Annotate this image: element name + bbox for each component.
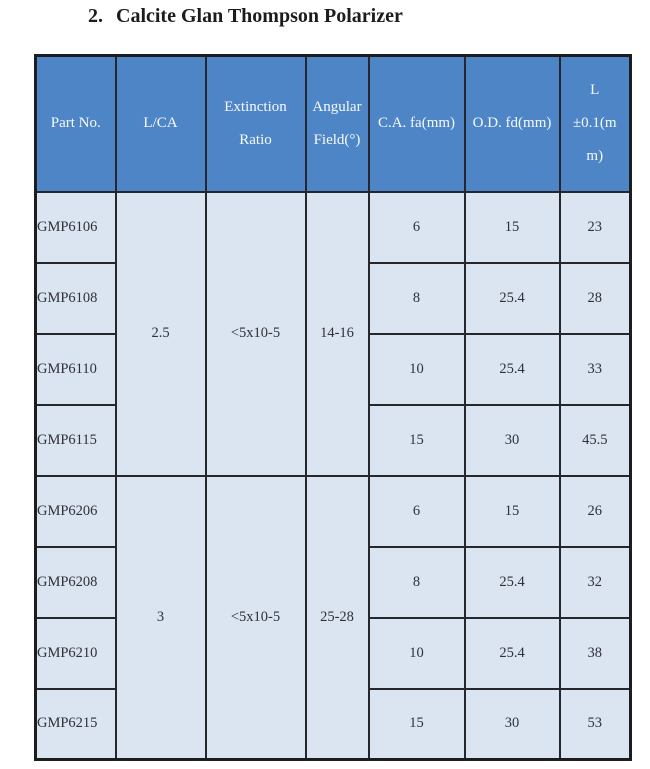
section-title-text: Calcite Glan Thompson Polarizer bbox=[116, 5, 403, 27]
cell-part-no: GMP6110 bbox=[36, 334, 116, 405]
column-header-length bbox=[560, 56, 631, 192]
header-label-line: Field(°) bbox=[313, 131, 361, 148]
cell-l-ca-group-2: 3 bbox=[116, 476, 206, 760]
cell-od-fd: 25.4 bbox=[465, 547, 560, 618]
cell-od-fd: 15 bbox=[465, 192, 560, 263]
cell-ca-fa: 6 bbox=[369, 476, 465, 547]
cell-part-no: GMP6208 bbox=[36, 547, 116, 618]
cell-ca-fa: 10 bbox=[369, 618, 465, 689]
cell-angular-field-group-1: 14-16 bbox=[306, 192, 369, 476]
cell-length: 45.5 bbox=[560, 405, 631, 476]
cell-ca-fa: 8 bbox=[369, 547, 465, 618]
cell-ca-fa: 15 bbox=[369, 689, 465, 760]
cell-part-no: GMP6206 bbox=[36, 476, 116, 547]
cell-length: 23 bbox=[560, 192, 631, 263]
polarizer-spec-table bbox=[34, 54, 632, 761]
cell-length: 33 bbox=[560, 334, 631, 405]
cell-l-ca-group-1: 2.5 bbox=[116, 192, 206, 476]
header-label-line: ±0.1(m bbox=[572, 115, 617, 132]
cell-part-no: GMP6115 bbox=[36, 405, 116, 476]
cell-length: 26 bbox=[560, 476, 631, 547]
table-header bbox=[36, 56, 631, 192]
cell-ca-fa: 8 bbox=[369, 263, 465, 334]
column-header-l-ca bbox=[116, 56, 206, 192]
table-row-gmp6206 bbox=[36, 476, 631, 547]
cell-length: 28 bbox=[560, 263, 631, 334]
header-row bbox=[36, 56, 631, 192]
cell-od-fd: 25.4 bbox=[465, 618, 560, 689]
cell-angular-field-group-2: 25-28 bbox=[306, 476, 369, 760]
cell-part-no: GMP6106 bbox=[36, 192, 116, 263]
cell-length: 38 bbox=[560, 618, 631, 689]
header-label: L/CA bbox=[143, 115, 178, 132]
header-label: Part No. bbox=[50, 115, 101, 132]
cell-length: 32 bbox=[560, 547, 631, 618]
cell-extinction-ratio-group-1: <5x10-5 bbox=[206, 192, 306, 476]
section-title bbox=[88, 5, 403, 28]
cell-part-no: GMP6215 bbox=[36, 689, 116, 760]
column-header-angular-field bbox=[306, 56, 369, 192]
cell-od-fd: 30 bbox=[465, 405, 560, 476]
cell-od-fd: 15 bbox=[465, 476, 560, 547]
cell-od-fd: 30 bbox=[465, 689, 560, 760]
column-header-extinction-ratio bbox=[206, 56, 306, 192]
header-label-line: Angular bbox=[312, 98, 362, 115]
header-label-line: m) bbox=[586, 148, 604, 165]
header-label: O.D. fd(mm) bbox=[472, 115, 552, 132]
cell-ca-fa: 15 bbox=[369, 405, 465, 476]
column-header-od-fd bbox=[465, 56, 560, 192]
cell-ca-fa: 10 bbox=[369, 334, 465, 405]
header-label-line: Ratio bbox=[239, 131, 272, 148]
cell-ca-fa: 6 bbox=[369, 192, 465, 263]
cell-od-fd: 25.4 bbox=[465, 334, 560, 405]
cell-extinction-ratio-group-2: <5x10-5 bbox=[206, 476, 306, 760]
column-header-ca-fa bbox=[369, 56, 465, 192]
section-number: 2. bbox=[88, 5, 103, 27]
header-label-line: L bbox=[590, 82, 600, 99]
cell-part-no: GMP6108 bbox=[36, 263, 116, 334]
cell-od-fd: 25.4 bbox=[465, 263, 560, 334]
header-label: C.A. fa(mm) bbox=[377, 115, 456, 132]
column-header-part-no bbox=[36, 56, 116, 192]
header-label-line: Extinction bbox=[224, 98, 287, 115]
cell-part-no: GMP6210 bbox=[36, 618, 116, 689]
table-body bbox=[36, 192, 631, 760]
table-row-gmp6106 bbox=[36, 192, 631, 263]
cell-length: 53 bbox=[560, 689, 631, 760]
